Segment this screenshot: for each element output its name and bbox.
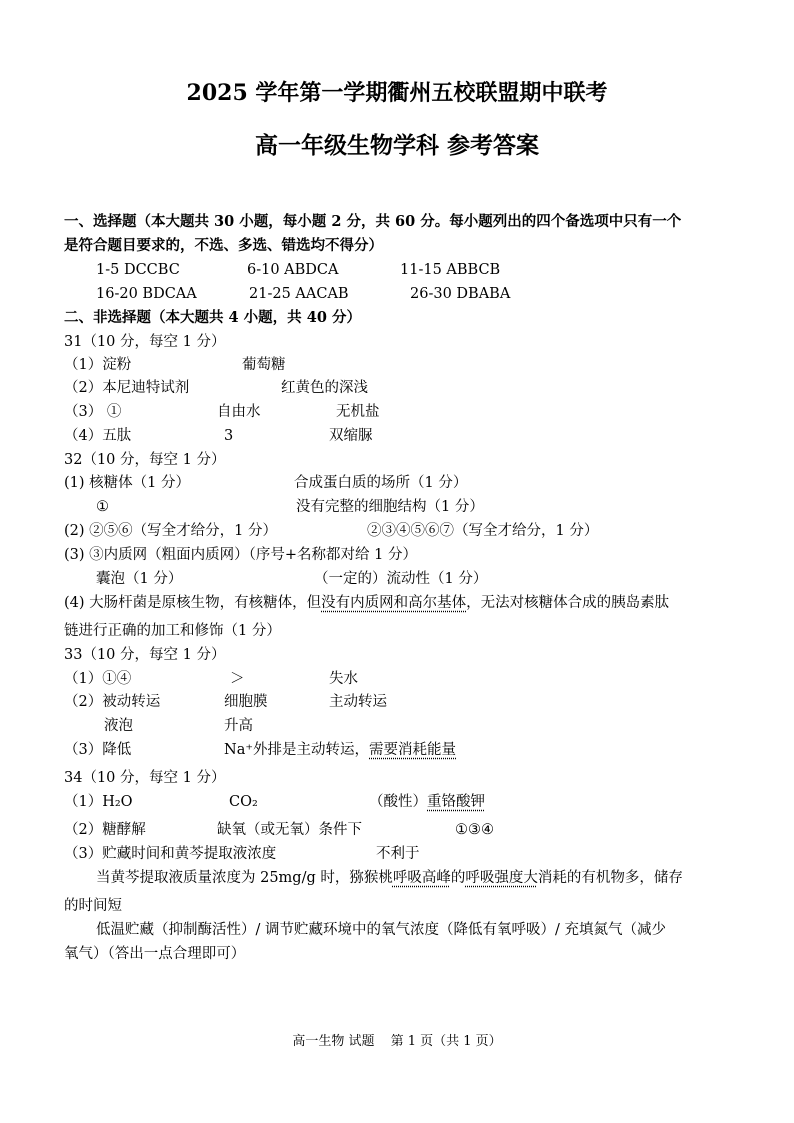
answer-21-25: 21-25 AACAB	[249, 286, 349, 302]
q32-4-part2: ，无法对核糖体合成的胰岛素肽	[466, 595, 670, 611]
q32-3-a: (3) ③内质网（粗面内质网）（序号+名称都对给 1 分）	[64, 547, 417, 563]
q34-3-line1	[96, 868, 683, 888]
q32-2-b: ②③④⑤⑥⑦（写全才给分，1 分）	[367, 523, 599, 539]
q32-1-b: 合成蛋白质的场所（1 分）	[294, 475, 468, 491]
q34-3-part2: 的	[450, 870, 466, 886]
q34-2-b: 缺氧（或无氧）条件下	[217, 822, 362, 838]
q34-1-a: （1）H₂O	[64, 794, 133, 810]
section1-heading: 一、选择题（本大题共 30 小题，每小题 2 分，共 60 分。每小题列出的四个备选项中只有一个	[64, 213, 682, 230]
q32-4-line1	[64, 593, 669, 613]
footer-subject: 高一生物 试题	[292, 1034, 375, 1049]
q33-2-d: 液泡	[104, 718, 133, 734]
q31-4-c: 双缩脲	[329, 428, 373, 444]
answer-6-10: 6-10 ABDCA	[247, 262, 339, 278]
q31-3-c: 无机盐	[336, 404, 380, 420]
q32-1-d: 没有完整的细胞结构（1 分）	[296, 499, 484, 515]
page-title: 2025 学年第一学期衢州五校联盟期中联考	[186, 80, 608, 106]
q34-3-line4: 氧气）（答出一点合理即可）	[64, 946, 246, 962]
q34-1-part1: （酸性）	[369, 794, 427, 810]
q33-1-b: ＞	[230, 671, 245, 687]
q31-1-a: （1）淀粉	[64, 357, 132, 373]
page-footer	[0, 1030, 794, 1049]
q34-heading: 34（10 分，每空 1 分）	[64, 770, 226, 786]
page-subtitle: 高一年级生物学科 参考答案	[254, 132, 539, 159]
q31-4-b: 3	[224, 428, 234, 444]
q31-4-a: （4）五肽	[64, 428, 132, 444]
q33-3-part1: Na⁺外排是主动转运，	[224, 742, 369, 758]
answer-26-30: 26-30 DBABA	[410, 286, 511, 302]
q31-2-b: 红黄色的深浅	[281, 380, 368, 396]
section2-heading: 二、非选择题（本大题共 4 小题，共 40 分）	[64, 309, 361, 326]
q33-1-c: 失水	[329, 671, 358, 687]
q33-2-c: 主动转运	[329, 694, 387, 710]
q33-1-a: （1）①④	[64, 671, 132, 687]
q32-4-part1: (4) 大肠杆菌是原核生物，有核糖体，但	[64, 595, 322, 611]
q34-3-part3: 消耗的有机物多，储存	[537, 870, 683, 886]
answer-16-20: 16-20 BDCAA	[96, 286, 197, 302]
q33-2-a: （2）被动转运	[64, 694, 161, 710]
q34-3-line3: 低温贮藏（抑制酶活性）/ 调节贮藏环境中的氧气浓度（降低有氧呼吸）/ 充填氮气（减少	[96, 922, 666, 938]
q33-3-emphasis: 需要消耗能量	[369, 742, 456, 758]
q32-3-b: 囊泡（1 分）	[96, 571, 183, 587]
q34-3-emphasis2: 呼吸强度大	[465, 870, 538, 886]
q33-heading: 33（10 分，每空 1 分）	[64, 647, 226, 663]
q34-3-a: （3）贮藏时间和黄芩提取液浓度	[64, 846, 277, 862]
q31-3-a: （3） ①	[64, 404, 122, 420]
footer-page-number: 第 1 页（共 1 页）	[390, 1034, 502, 1049]
section1-heading-cont: 是符合题目要求的，不选、多选、错选均不得分）	[64, 237, 383, 254]
q34-3-part1: 当黄芩提取液质量浓度为 25mg/g 时，猕猴桃	[96, 870, 393, 886]
q34-3-emphasis1: 呼吸高峰	[392, 870, 451, 886]
q33-2-b: 细胞膜	[224, 694, 268, 710]
q32-1-c: ①	[96, 499, 109, 515]
q34-1-c	[369, 792, 485, 812]
q34-2-a: （2）糖酵解	[64, 822, 146, 838]
q32-2-a: (2) ②⑤⑥（写全才给分，1 分）	[64, 523, 277, 539]
q33-3-b	[224, 740, 456, 760]
answer-1-5: 1-5 DCCBC	[96, 262, 180, 278]
q32-3-c: （一定的）流动性（1 分）	[314, 571, 488, 587]
q32-1-a: (1) 核糖体（1 分）	[64, 475, 190, 491]
q31-2-a: （2）本尼迪特试剂	[64, 380, 190, 396]
q34-3-line2: 的时间短	[64, 898, 122, 914]
q33-3-a: （3）降低	[64, 742, 132, 758]
q34-1-b: CO₂	[229, 794, 258, 810]
q32-4-line2: 链进行正确的加工和修饰（1 分）	[64, 623, 281, 639]
q34-3-b: 不利于	[376, 846, 420, 862]
q31-heading: 31（10 分，每空 1 分）	[64, 334, 226, 350]
q32-4-emphasis: 没有内质网和高尔基体	[321, 595, 467, 611]
q34-2-c: ①③④	[455, 822, 494, 838]
q31-3-b: 自由水	[217, 404, 261, 420]
answer-11-15: 11-15 ABBCB	[400, 262, 501, 278]
q32-heading: 32（10 分，每空 1 分）	[64, 452, 226, 468]
q31-1-b: 葡萄糖	[242, 357, 286, 373]
q34-1-emphasis: 重铬酸钾	[427, 794, 485, 810]
q33-2-e: 升高	[224, 718, 253, 734]
